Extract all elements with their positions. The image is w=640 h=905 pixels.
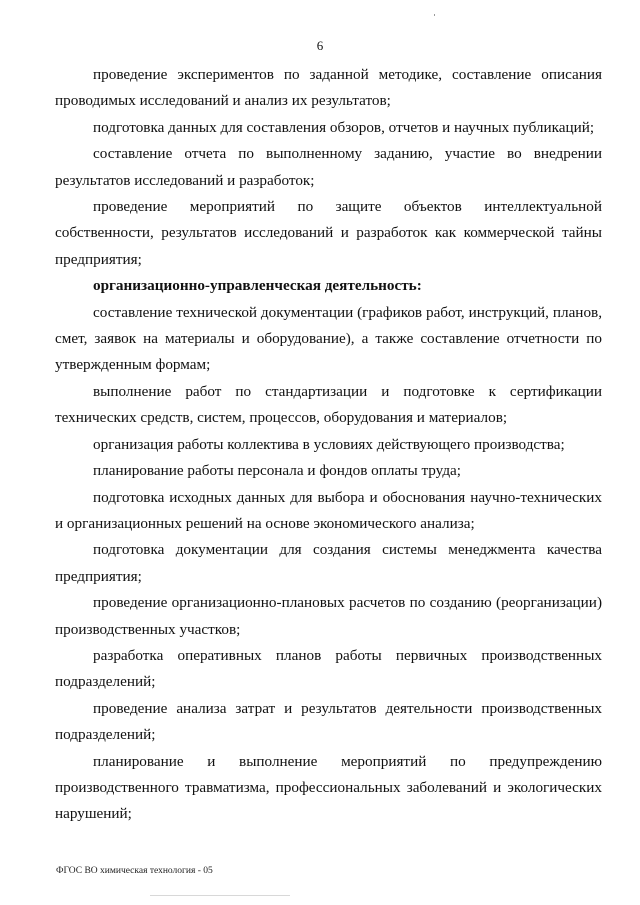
paragraph: подготовка данных для составления обзоров, отчетов и научных публикаций; [93,118,595,136]
paragraph: проведение экспериментов по заданной методике, составление описания проводимых исследований и анализ их результатов; [55,66,602,110]
paragraph: составление отчета по выполненному заданию, участие во внедрении результатов исследований и разработок; [55,145,602,189]
paragraph: планирование и выполнение мероприятий по предупреждению производственного травматизма, профессиональных заболеваний и экологических нарушений; [55,752,602,823]
paragraph: проведение организационно-плановых расчетов по созданию (реорганизации) производственных участков; [55,594,602,638]
page-number: 6 [316,38,324,53]
document-body [55,62,602,828]
paragraph: планирование работы персонала и фондов оплаты труда; [93,462,462,480]
paragraph: подготовка исходных данных для выбора и обоснования научно-технических и организационных решений на основе экономического анализа; [55,488,602,532]
paragraph: выполнение работ по стандартизации и подготовке к сертификации технических средств, систем, процессов, оборудования и материалов; [55,382,602,427]
footer-label: ФГОС ВО химическая технология - 05 [56,866,213,876]
paragraph: организация работы коллектива в условиях действующего производства; [93,435,565,453]
paragraph: проведение анализа затрат и результатов деятельности производственных подразделений; [55,699,602,744]
section-heading: организационно-управленческая деятельность: [93,277,422,295]
paragraph: составление технической документации (графиков работ, инструкций, планов, смет, заявок на материалы и оборудование), а также составление отчетности по утвержденным формам; [55,303,602,374]
scan-artifact-line [150,895,290,896]
paragraph: подготовка документации для создания системы менеджмента качества предприятия; [55,541,602,585]
paragraph: проведение мероприятий по защите объектов интеллектуальной собственности, результатов исследований и разработок как коммерческой тайны предприятия; [55,198,602,268]
scan-artifact-dot [434,14,435,16]
paragraph: разработка оперативных планов работы первичных производственных подразделений; [55,646,602,691]
